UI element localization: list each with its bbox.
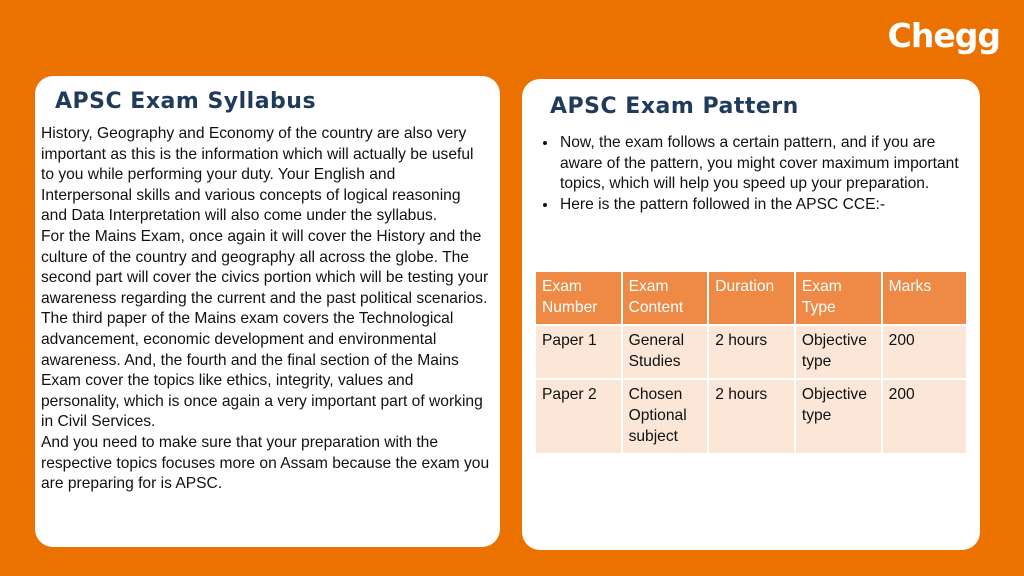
cell-exam-number: Paper 2	[535, 379, 622, 454]
syllabus-paragraph: For the Mains Exam, once again it will cover the History and the culture of the country and geography all across the globe. The second part will cover the civics portion which will be testing your awareness regarding the current and the past political scenarios.	[41, 227, 489, 307]
syllabus-title: APSC Exam Syllabus	[55, 89, 317, 114]
cell-marks: 200	[882, 325, 967, 379]
cell-duration: 2 hours	[708, 379, 795, 454]
exam-pattern-table	[534, 270, 968, 455]
syllabus-paragraph: And you need to make sure that your preparation with the respective topics focuses more on Assam because the exam you are preparing for is APSC.	[41, 433, 490, 493]
table-row	[535, 379, 967, 454]
header-marks: Marks	[882, 271, 967, 325]
syllabus-body	[41, 124, 490, 495]
cell-exam-type: Objective type	[795, 379, 882, 454]
cell-exam-content: General Studies	[622, 325, 709, 379]
cell-exam-type: Objective type	[795, 325, 882, 379]
table-row	[535, 325, 967, 379]
table-header-row	[535, 271, 967, 325]
syllabus-card	[35, 76, 500, 547]
cell-exam-number: Paper 1	[535, 325, 622, 379]
bullet-item: • Here is the pattern followed in the APSC CCE:-	[558, 195, 970, 216]
syllabus-paragraph: The third paper of the Mains exam covers the Technological advancement, economic development and environmental awareness. And, the fourth and the final section of the Mains Exam cover the topics like ethics, integrity, values and personality, which is once again a very important part of working in Civil Services.	[41, 310, 483, 431]
bullet-item: • Now, the exam follows a certain pattern, and if you are aware of the pattern, you might cover maximum important topics, which will help you speed up your preparation.	[558, 133, 970, 195]
cell-marks: 200	[882, 379, 967, 454]
chegg-logo: Chegg	[887, 16, 1000, 55]
cell-duration: 2 hours	[708, 325, 795, 379]
header-exam-number: Exam Number	[535, 271, 622, 325]
pattern-card	[522, 79, 980, 550]
cell-exam-content: Chosen Optional subject	[622, 379, 709, 454]
header-exam-content: Exam Content	[622, 271, 709, 325]
header-duration: Duration	[708, 271, 795, 325]
pattern-title: APSC Exam Pattern	[550, 94, 799, 119]
pattern-bullets	[536, 133, 970, 215]
syllabus-paragraph: History, Geography and Economy of the country are also very important as this is the information which will actually be useful to you while performing your duty. Your English and Interpersonal skills and various concepts of logical reasoning and Data Interpretation will also come under the syllabus.	[41, 125, 474, 225]
header-exam-type: Exam Type	[795, 271, 882, 325]
